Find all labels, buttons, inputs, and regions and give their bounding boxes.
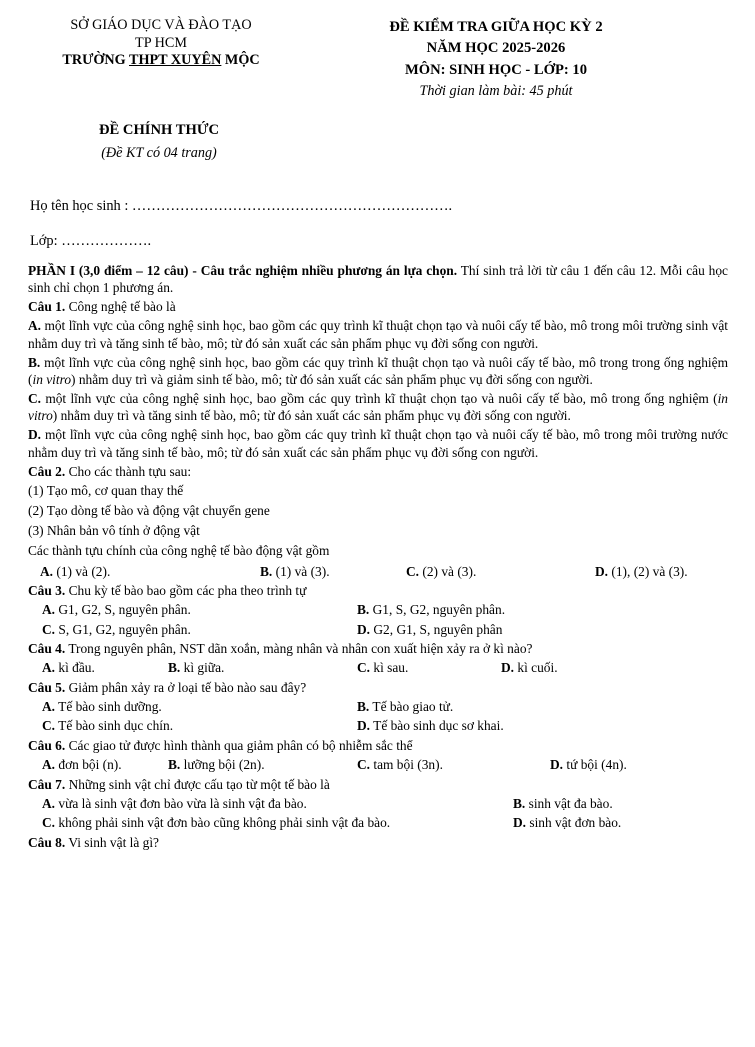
- list-item: (3) Nhân bản vô tính ở động vật: [28, 523, 200, 539]
- student-name-field[interactable]: Họ tên học sinh : ………………………………………………………….: [30, 198, 453, 214]
- q2-option-d[interactable]: D. (1), (2) và (3).: [595, 563, 688, 579]
- q7-option-b[interactable]: B. sinh vật đa bào.: [513, 795, 613, 811]
- official-block: [70, 119, 248, 164]
- question-5: Câu 5. Giảm phân xảy ra ở loại tế bào nào sau đây? A. Tế bào sinh dưỡng. B. Tế bào giao tử. C. Tế bào sinh dục chín. D. Tế bào sinh dục sơ khai.: [28, 679, 504, 734]
- q3-option-d[interactable]: D. G2, G1, S, nguyên phân: [357, 621, 503, 637]
- q6-option-a[interactable]: A. đơn bội (n).: [42, 757, 122, 773]
- q3-option-c[interactable]: C. S, G1, G2, nguyên phân.: [42, 621, 191, 637]
- question-4: Câu 4. Trong nguyên phân, NST dãn xoắn, màng nhân và nhân con xuất hiện xảy ra ở kì nào? A. kì đầu. B. kì giữa. C. kì sau. D. kì cuối.: [28, 641, 558, 676]
- q6-option-d[interactable]: D. tứ bội (4n).: [550, 757, 627, 773]
- question-8: Câu 8. Vi sinh vật là gì?: [28, 834, 160, 850]
- list-item: (2) Tạo dòng tế bào và động vật chuyển gene: [28, 503, 270, 519]
- department-name: SỞ GIÁO DỤC VÀ ĐÀO TẠO: [70, 17, 252, 33]
- question-1: Câu 1. Công nghệ tế bào là A. một lĩnh vực của công nghệ sinh học, bao gồm các quy trình kĩ thuật chọn tạo và nuôi cấy tế bào, mô trong môi trường sinh vật nhằm duy trì và tăng sinh tế bào, mô; từ đó sản xuất các sản phẩm phục vụ đời sống con người. B. một lĩnh vực của công nghệ sinh học, bao gồm các quy trình kĩ thuật chọn tạo và nuôi cấy tế bào, mô trong trong ống nghiệm (in vitro) nhằm duy trì và giảm sinh tế bào, mô; từ đó sản xuất các sản phẩm phục vụ đời sống con người. C. một lĩnh vực của công nghệ sinh học, bao gồm các quy trình kĩ thuật chọn tạo và nuôi cấy tế bào, mô trong ống nghiệm (in vitro) nhằm duy trì và tăng sinh tế bào, mô; từ đó sản xuất các sản phẩm phục vụ đời sống con người. D. một lĩnh vực của công nghệ sinh học, bao gồm các quy trình kĩ thuật chọn tạo và nuôi cấy tế bào, mô trong môi trường nước nhằm duy trì và tăng sinh tế bào, mô; từ đó sản xuất các sản phẩm phục vụ đời sống con người.: [28, 299, 728, 460]
- q5-option-b[interactable]: B. Tế bào giao tử.: [357, 698, 454, 714]
- q4-option-c[interactable]: C. kì sau.: [357, 660, 409, 676]
- q7-option-c[interactable]: C. không phải sinh vật đơn bào cũng không phải sinh vật đa bào.: [42, 815, 391, 831]
- class-field[interactable]: Lớp: ……………….: [30, 233, 152, 249]
- exam-header: [368, 17, 624, 102]
- q1-option-c[interactable]: C. một lĩnh vực của công nghệ sinh học, bao gồm các quy trình kĩ thuật chọn tạo và nuôi cấy tế bào, mô trong ống nghiệm (in vitro) nhằm duy trì và tăng sinh tế bào, mô; từ đó sản xuất các sản phẩm phục vụ đời sống con người.: [28, 391, 728, 424]
- q5-option-a[interactable]: A. Tế bào sinh dưỡng.: [42, 698, 162, 714]
- city-name: TP HCM: [135, 34, 187, 51]
- q7-option-a[interactable]: A. vừa là sinh vật đơn bào vừa là sinh vật đa bào.: [42, 795, 307, 811]
- q1-option-d[interactable]: D. một lĩnh vực của công nghệ sinh học, bao gồm các quy trình kĩ thuật chọn tạo và nuôi cấy tế bào, mô trong môi trường nước nhằm duy trì và tăng sinh tế bào, mô; từ đó sản xuất các sản phẩm phục vụ đời sống con người.: [28, 427, 728, 460]
- official-title: ĐỀ CHÍNH THỨC: [98, 122, 219, 138]
- q5-option-d[interactable]: D. Tế bào sinh dục sơ khai.: [357, 718, 504, 734]
- q1-option-b[interactable]: B. một lĩnh vực của công nghệ sinh học, bao gồm các quy trình kĩ thuật chọn tạo và nuôi cấy tế bào, mô trong trong ống nghiệm (in vitro) nhằm duy trì và giảm sinh tế bào, mô; từ đó sản xuất các sản phẩm phục vụ đời sống con người.: [28, 354, 728, 387]
- q1-option-a[interactable]: A. một lĩnh vực của công nghệ sinh học, bao gồm các quy trình kĩ thuật chọn tạo và nuôi cấy tế bào, mô trong môi trường sinh vật nhằm duy trì và tăng sinh tế bào, mô; từ đó sản xuất các sản phẩm phục vụ đời sống con người.: [28, 318, 728, 351]
- q7-option-d[interactable]: D. sinh vật đơn bào.: [513, 815, 622, 831]
- question-7: Câu 7. Những sinh vật chỉ được cấu tạo từ một tế bào là A. vừa là sinh vật đơn bào vừa là sinh vật đa bào. B. sinh vật đa bào. C. không phải sinh vật đơn bào cũng không phải sinh vật đa bào. D. sinh vật đơn bào.: [28, 776, 622, 831]
- q2-option-c[interactable]: C. (2) và (3).: [406, 563, 477, 579]
- q5-option-c[interactable]: C. Tế bào sinh dục chín.: [42, 718, 174, 734]
- q6-option-b[interactable]: B. lưỡng bội (2n).: [168, 757, 265, 773]
- school-name: TRƯỜNG THPT XUYÊN MỘC: [62, 52, 260, 69]
- q3-option-b[interactable]: B. G1, S, G2, nguyên phân.: [357, 602, 506, 618]
- q2-options: [28, 563, 728, 583]
- question-2: Câu 2. Cho các thành tựu sau: (1) Tạo mô, cơ quan thay thế (2) Tạo dòng tế bào và động vật chuyển gene (3) Nhân bản vô tính ở động vật Các thành tựu chính của công nghệ tế bào động vật gồm A. (1) và (2). B. (1) và (3). C. (2) và (3). D. (1), (2) và (3).: [28, 463, 728, 582]
- subject-line: MÔN: SINH HỌC - LỚP: 10: [404, 61, 587, 78]
- question-3: Câu 3. Chu kỳ tế bào bao gồm các pha theo trình tự A. G1, G2, S, nguyên phân. B. G1, S, G2, nguyên phân. C. S, G1, G2, nguyên phân. D. G2, G1, S, nguyên phân: [28, 583, 506, 637]
- department-header: [30, 17, 292, 70]
- school-year: NĂM HỌC 2025-2026: [426, 40, 566, 57]
- exam-title: ĐỀ KIỂM TRA GIỮA HỌC KỲ 2: [389, 19, 603, 35]
- question-6: Câu 6. Các giao tử được hình thành qua giảm phân có bộ nhiễm sắc thể A. đơn bội (n). B. lưỡng bội (2n). C. tam bội (3n). D. tứ bội (4n).: [28, 737, 627, 773]
- q4-option-d[interactable]: D. kì cuối.: [501, 660, 558, 676]
- q6-option-c[interactable]: C. tam bội (3n).: [357, 757, 443, 773]
- page-count-note: (Đề KT có 04 trang): [101, 144, 217, 161]
- q3-option-a[interactable]: A. G1, G2, S, nguyên phân.: [42, 602, 191, 618]
- q4-option-a[interactable]: A. kì đầu.: [42, 660, 95, 676]
- part1-heading: PHẦN I (3,0 điểm – 12 câu) - Câu trắc nghiệm nhiều phương án lựa chọn. Thí sinh trả lời từ câu 1 đến câu 12. Mỗi câu học sinh chỉ chọn 1 phương án.: [28, 263, 728, 296]
- list-item: (1) Tạo mô, cơ quan thay thế: [28, 482, 184, 498]
- q2-option-b[interactable]: B. (1) và (3).: [260, 563, 330, 579]
- exam-content: [28, 262, 728, 853]
- q4-option-b[interactable]: B. kì giữa.: [168, 660, 225, 676]
- q2-question: Các thành tựu chính của công nghệ tế bào động vật gồm: [28, 543, 330, 559]
- time-allowed: Thời gian làm bài: 45 phút: [419, 82, 573, 99]
- q2-option-a[interactable]: A. (1) và (2).: [40, 563, 111, 579]
